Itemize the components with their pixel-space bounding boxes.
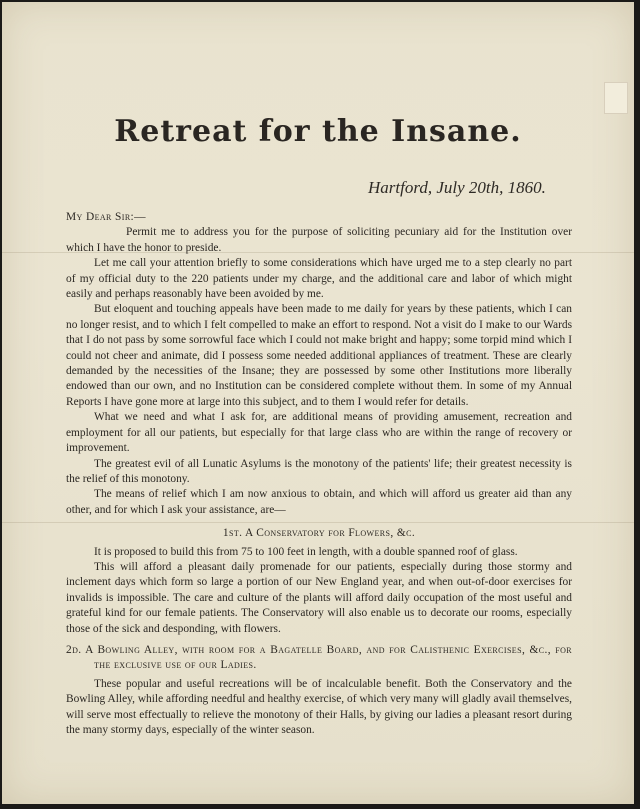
letter-body xyxy=(66,210,572,738)
paper-tab xyxy=(604,82,628,114)
paragraph: This will afford a pleasant daily promenade for our patients, especially during those stormy and inclement days which form so large a portion of our New England year, and when out-of-door exercises for invalids is impossible. The care and culture of the plants will afford daily occupation of the most useful and grateful kind for our female patients. The Conservatory will also enable us to decorate our rooms, especially those of the sick and desponding, with flowers. xyxy=(66,560,572,635)
dateline: Hartford, July 20th, 1860. xyxy=(368,178,546,197)
paragraph: Let me call your attention briefly to some considerations which have urged me to a step clearly no part of my official duty to the 220 patients under my charge, and the additional care and labor of which might easily and perhaps reasonably have been avoided by me. xyxy=(66,257,572,301)
paragraph: Permit me to address you for the purpose of soliciting pecuniary aid for the Institution over which I have the honor to preside. xyxy=(66,226,572,254)
paragraph: But eloquent and touching appeals have been made to me daily for years by these patients, which I can no longer resist, and to which I felt compelled to make an effort to respond. Not a visit do I make to our Wards that I do not pass by some sorrowful face which I could not make bright and happy; some torpid mind which I could not cheer and animate, did I possess some needed additional appliances of treatment. These are clearly demanded by the necessities of the Insane; they are possessed by some other Institutions more liberally endowed than our own, and no Institution can be considered complete without them. In some of my Annual Reports I have gone more at large into this subject, and to them I would refer for details. xyxy=(66,303,572,408)
letter-title: Retreat for the Insane. xyxy=(114,114,522,149)
paragraph: The means of relief which I am now anxious to obtain, and which will afford us greater aid than any other, and for which I ask your assistance, are— xyxy=(66,488,572,516)
salutation: My Dear Sir:— xyxy=(66,211,146,223)
paragraph: The greatest evil of all Lunatic Asylums is the monotony of the patients' life; their greatest necessity is the relief of this monotony. xyxy=(66,457,572,485)
section-heading: 2d. A Bowling Alley, with room for a Bagatelle Board, and for Calisthenic Exercises, &c., for the exclusive use of our Ladies. xyxy=(66,643,572,672)
paragraph: What we need and what I ask for, are additional means of providing amusement, recreation and employment for all our patients, but especially for that large class who are within the range of recovery or improvement. xyxy=(66,411,572,455)
section-heading: 1st. A Conservatory for Flowers, &c. xyxy=(222,527,416,540)
paragraph: These popular and useful recreations will be of incalculable benefit. Both the Conservatory and the Bowling Alley, while affording needful and healthy exercise, of which very many will gladly avail themselves, will serve most effectually to relieve the monotony of their Halls, by giving our ladies a pleasant resort during the many stormy days, especially of the winter season. xyxy=(66,677,572,736)
paragraph: It is proposed to build this from 75 to 100 feet in length, with a double spanned roof of glass. xyxy=(94,545,518,558)
letter-page xyxy=(2,2,634,804)
